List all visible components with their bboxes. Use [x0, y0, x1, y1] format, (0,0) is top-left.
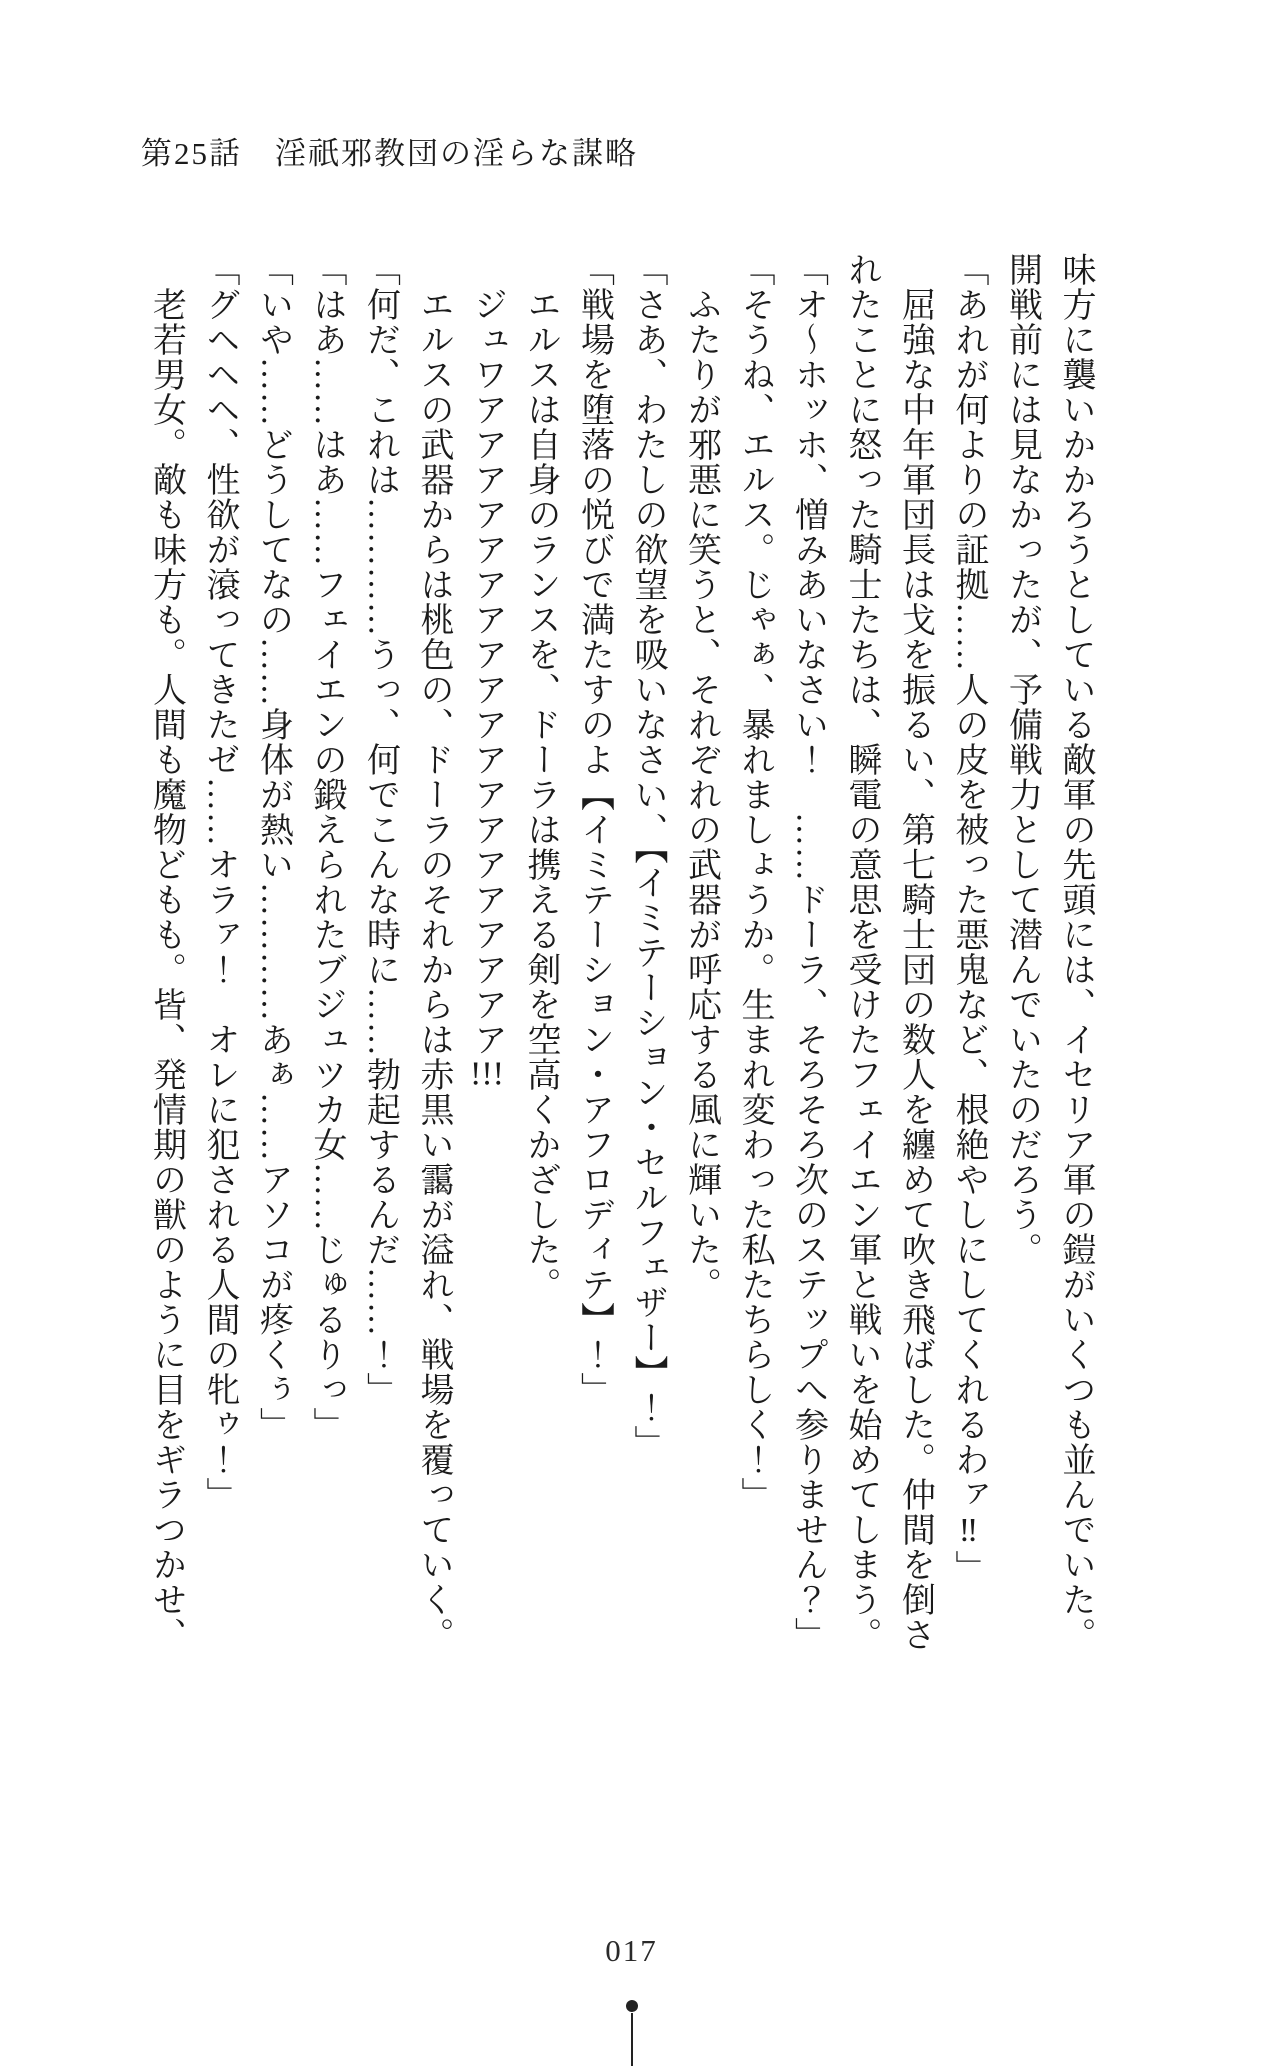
- text-column: 「はあ……はあ……フェイエンの鍛えられたブジュツカ女……じゅるりっ」: [308, 252, 345, 1442]
- fold-mark-line: [631, 2013, 633, 2066]
- text-column: [460, 252, 514, 1682]
- text-column: 老若男女。敵も味方も。人間も魔物どもも。皆、発情期の獣のように目をギラつかせ、: [147, 252, 185, 1652]
- text-column: 「いや……どうしてなの……身体が熱い…………あぁ……アソコが疼くぅ」: [254, 252, 292, 1442]
- text-column: れたことに怒った騎士たちは、瞬電の意思を受けたフェイエン軍と戦いを始めてしまう。: [843, 252, 880, 1652]
- text-column: 「グヘヘヘ、性欲が滾ってきたゼ……オラァ！ オレに犯される人間の牝ゥ！」: [201, 252, 238, 1512]
- sfx-triple-exclamation: !!!: [470, 1057, 504, 1091]
- text-column: 屈強な中年軍団長は戈を振るい、第七騎士団の数人を纏めて吹き飛ばした。仲間を倒さ: [896, 252, 934, 1652]
- text-column: 「さあ、わたしの欲望を吸いなさい、【イミテーション・セルフェザー】！」: [629, 252, 666, 1460]
- text-column: 「オ～ホッホ、憎みあいなさい！ ……ドーラ、そろそろ次のステップへ参りません？」: [789, 252, 827, 1652]
- chapter-header: 第25話 淫祇邪教団の淫らな謀略: [141, 136, 638, 171]
- text-column: 「戦場を堕落の悦びで満たすのよ【イミテーション・アフロディテ】！」: [575, 252, 613, 1407]
- text-column: 味方に襲いかかろうとしている敵軍の先頭には、イセリア軍の鎧がいくつも並んでいた。: [1057, 252, 1094, 1652]
- text-column: エルスの武器からは桃色の、ドーラのそれからは赤黒い靄が溢れ、戦場を覆っていく。: [415, 252, 452, 1652]
- text-column: ふたりが邪悪に笑うと、それぞれの武器が呼応する風に輝いた。: [682, 252, 720, 1302]
- sfx-text: ジュワアアアアアアアアアアアアアアアアアアア: [468, 252, 506, 1057]
- body-text: [118, 252, 1102, 1682]
- page-number: 017: [605, 1933, 658, 1968]
- text-column: 「何だ、これは…………うっ、何でこんな時に……勃起するんだ……！」: [361, 252, 399, 1407]
- text-column: 「あれが何よりの証拠……人の皮を被った悪鬼など、根絶やしにしてくれるわァ‼」: [950, 252, 987, 1585]
- text-column: 「そうね、エルス。じゃぁ、暴れましょうか。生まれ変わった私たちらしく！」: [736, 252, 773, 1512]
- text-column: 開戦前には見なかったが、予備戦力として潜んでいたのだろう。: [1003, 252, 1041, 1267]
- fold-mark-dot: [626, 2000, 638, 2012]
- text-column: エルスは自身のランスを、ドーラは携える剣を空高くかざした。: [522, 252, 559, 1302]
